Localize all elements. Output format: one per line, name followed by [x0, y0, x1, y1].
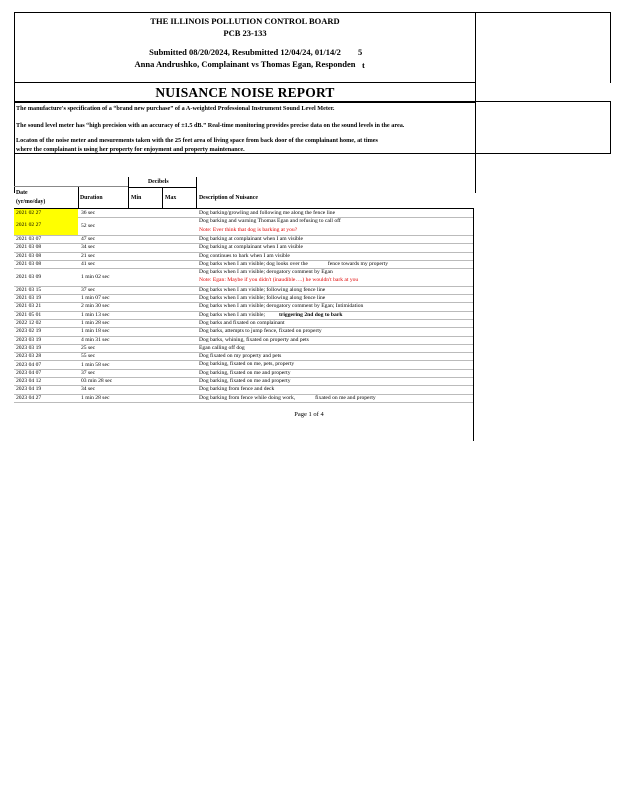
row-description [199, 336, 309, 344]
header-right-box [358, 12, 611, 83]
col-divider [196, 177, 197, 208]
paragraph-meter-accuracy: The sound level meter has “high precision with an accuracy of ±1.5 dB.” Real-time monitoring provides precise data on the sound levels in the area. [16, 122, 405, 129]
row-date: 2021 02 27 [14, 217, 78, 235]
row-description [199, 394, 376, 402]
row-rule [14, 402, 474, 403]
row-date: 2021 03 15 [16, 286, 42, 293]
row-description [199, 294, 325, 302]
row-description [199, 385, 274, 393]
row-date: 2021 03 08 [16, 252, 42, 259]
row-description [199, 360, 294, 368]
page-footer: Page 1 of 4 [294, 410, 324, 418]
row-description [199, 268, 333, 276]
row-description [199, 260, 388, 268]
row-description [199, 311, 342, 319]
row-description-text: Dog barking at complainant when I am visible [199, 235, 303, 242]
paragraph-location: Locaton of the noise meter and mesurements taken with the 25 feet area of living space from back door of the complainant home, at times [16, 137, 378, 144]
row-description [199, 377, 291, 385]
document-header [14, 12, 476, 83]
header-line3-tail: 5 [358, 47, 363, 57]
row-date: 2023 03 19 [16, 336, 42, 343]
row-description-text: Egan calling off dog [199, 344, 245, 351]
row-duration: 4 min 31 sec [81, 336, 110, 343]
paragraph-location-cont: where the complainant is using her property for enjoyment and property maintenance. [16, 146, 245, 153]
row-duration: 36 sec [81, 210, 96, 217]
row-date: 2021 03 19 [16, 295, 42, 302]
row-description-text: Dog barking at complainant when I am visible [199, 244, 303, 251]
row-date: 2023 02 19 [16, 328, 42, 335]
row-date: 2023 04 07 [16, 361, 42, 368]
row-duration: 1 min 58 sec [81, 361, 110, 368]
row-duration: 2 min 30 sec [81, 303, 110, 310]
col-divider [78, 187, 79, 208]
row-description-emphasis: triggering 2nd dog to bark [279, 311, 343, 318]
row-date: 2023 04 12 [16, 378, 42, 385]
row-description-text: Dog continues to bark when I am visible [199, 252, 290, 259]
row-date: 2023 04 07 [16, 369, 42, 376]
row-date: 2021 03 08 [16, 260, 42, 267]
row-description-tail: fixated on me and property [315, 394, 376, 401]
row-description-text: Dog barks when I am visible; following along fence line [199, 295, 326, 301]
row-description [199, 209, 335, 217]
report-title: NUISANCE NOISE REPORT [155, 85, 335, 100]
col-min-header: Min [131, 195, 142, 201]
row-duration: 52 sec [81, 223, 96, 230]
row-date: 2021 03 21 [16, 303, 42, 310]
row-date: 2021 05 01 [16, 311, 42, 318]
row-description [199, 352, 281, 360]
header-submission-dates: Submitted 08/20/2024, Resubmitted 12/04/24, 01/14/2 [149, 47, 341, 57]
row-date: 2021 03 09 [16, 273, 42, 280]
row-duration: 41 sec [81, 260, 96, 267]
row-duration: 1 min 28 sec [81, 394, 110, 401]
col-date-subheader: (yr/mo/day) [16, 199, 46, 205]
table-right-border [473, 208, 474, 441]
row-note: Note: Ever think that dog is barking at you? [199, 226, 298, 233]
row-description [199, 344, 245, 352]
row-description-tail: fence towards my property [327, 260, 389, 267]
row-duration: 47 sec [81, 236, 96, 243]
header-parties: Anna Andrushko, Complainant vs Thomas Egan, Responden [134, 59, 356, 69]
decibels-group-header: Decibels [148, 179, 169, 185]
col-duration-header: Duration [80, 195, 103, 201]
row-duration: 25 sec [81, 344, 96, 351]
report-title-box [14, 82, 476, 103]
row-description-text: Dog barks and fixated on complainant [199, 319, 285, 326]
row-duration: 1 min 18 sec [81, 328, 110, 335]
col-description-header: Description of Nuisance [199, 195, 258, 201]
row-description [199, 327, 322, 335]
row-description-text: Dog barking, fixated on me, pets, property [199, 361, 295, 368]
row-date: 2022 12 02 [16, 320, 42, 327]
row-note: Note: Egan: Maybe if you didn't (inaudible….) he wouldn't bark at you [199, 277, 359, 284]
row-duration: 37 sec [81, 286, 96, 293]
row-description-text: Dog barks when I am visible; [199, 311, 266, 318]
row-duration: 1 min 02 sec [81, 273, 110, 280]
rule [14, 101, 610, 102]
header-line4-tail: t [362, 60, 365, 70]
row-date: 2021 02 27 [14, 209, 78, 217]
row-duration: 34 sec [81, 386, 96, 393]
row-duration: 1 min 13 sec [81, 311, 110, 318]
row-description [199, 286, 325, 294]
row-description [199, 252, 290, 260]
col-divider [128, 177, 129, 208]
row-date: 2023 03 28 [16, 353, 42, 360]
row-description-text: Dog barking from fence while doing work, [199, 394, 296, 401]
row-description-text: Dog barking, fixated on me and property [199, 378, 291, 384]
row-description-text: Dog barks, attempts to jump fence, fixated on property [199, 328, 322, 335]
row-duration: 1 min 28 sec [81, 320, 110, 327]
row-date: 2023 04 19 [16, 386, 42, 393]
row-description-text: Dog fixated on my property and pets [199, 353, 282, 360]
row-date: 2021 03 07 [16, 236, 42, 243]
row-description-text: Dog barking/growling and following me along the fence line [199, 210, 336, 216]
row-date: 2023 03 19 [16, 344, 42, 351]
row-description [199, 243, 303, 251]
row-description [199, 302, 363, 310]
row-duration: 21 sec [81, 252, 96, 259]
col-max-header: Max [165, 195, 177, 201]
row-duration: 37 sec [81, 369, 96, 376]
row-duration: 55 sec [81, 353, 96, 360]
row-duration: 34 sec [81, 244, 96, 251]
header-case-number: PCB 23-133 [223, 28, 267, 38]
row-description-text: Dog barks, whining, fixated on property and pets [199, 336, 309, 343]
header-board-name: THE ILLINOIS POLLUTION CONTROL BOARD [150, 16, 340, 26]
col-date-header: Date [16, 190, 28, 196]
row-description [199, 235, 303, 243]
row-description [199, 217, 341, 225]
row-description-text: Dog barks when I am visible; dog looks over the [199, 260, 308, 267]
row-date: 2021 03 08 [16, 244, 42, 251]
row-description [199, 319, 285, 327]
row-description-text: Dog barking and warning Thomas Egan and refusing to call off [199, 218, 341, 225]
paragraph-meter-spec: The manufacture's specification of a “brand new purchase” of a A-weighted Professional Instrument Sound Level Meter. [16, 105, 335, 112]
row-description-text: Dog barking from fence and deck [199, 386, 275, 393]
row-date: 2023 04 27 [16, 394, 42, 401]
row-description-text: Dog barks when I am visible; following along fence line [199, 286, 326, 293]
row-description-text: Dog barks when I am visible; derogatory comment by Egan; Intimidation [199, 303, 364, 310]
rule [14, 186, 128, 187]
row-description [199, 369, 291, 377]
row-description-text: Dog barks when I am visible; derogatory comment by Egan [199, 269, 333, 276]
row-duration: 1 min 07 sec [81, 295, 110, 302]
col-divider [162, 187, 163, 208]
row-duration: 03 min 28 sec [81, 378, 113, 385]
row-description-text: Dog barking, fixated on me and property [199, 369, 291, 376]
